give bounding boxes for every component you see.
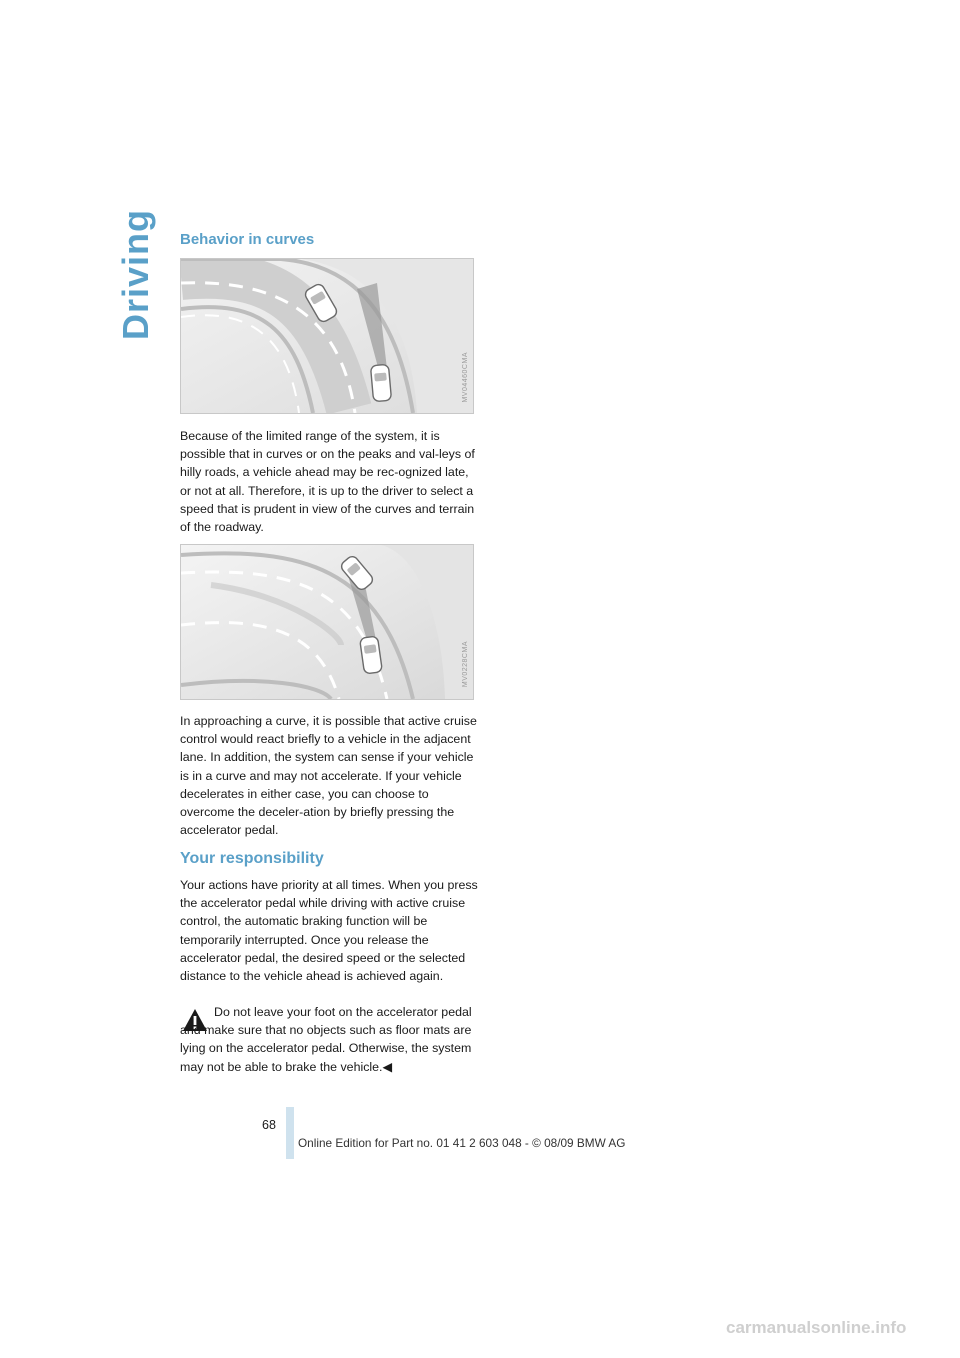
curve-road-diagram-1 [181, 259, 473, 413]
paragraph-curves-range: Because of the limited range of the system, it is possible that in curves or on the peaks and val-leys of hilly roads, a vehicle ahead may be rec-ognized late, or not at all. Therefore, it is up to the driver to select a speed that is prudent in view of the curves and terrain of the roadway. [180, 429, 475, 535]
section-heading-curves: Behavior in curves [180, 231, 315, 248]
watermark-site-name: carmanualsonline.info [726, 1318, 907, 1337]
figure-code-2: MV0228CMA [462, 640, 469, 687]
warning-note-text: Do not leave your foot on the accelerator pedal and make sure that no objects such as floor mats are lying on the accelerator pedal. Otherwise, the system may not be able to brake the vehicle.◀ [180, 1005, 472, 1074]
footer-accent-bar [286, 1107, 294, 1159]
figure-curve-illustration-1 [180, 258, 474, 414]
section-heading-responsibility: Your responsibility [180, 850, 324, 867]
paragraph-responsibility: Your actions have priority at all times. When you press the accelerator pedal while driving with active cruise control, the automatic braking function will be temporarily interrupted. Once you release the accelerator pedal, the desired speed or the selected distance to the vehicle ahead is achieved again. [180, 878, 478, 984]
figure-curve-illustration-2 [180, 544, 474, 700]
paragraph-curves-adjacent-lane: In approaching a curve, it is possible that active cruise control would react briefly to a vehicle in the adjacent lane. In addition, the system can sense if your vehicle is in a curve and may not accelerate. If your vehicle decelerates in either case, you can choose to overcome the deceler-ation by briefly pressing the accelerator pedal. [180, 714, 477, 838]
curve-road-diagram-2 [181, 545, 473, 699]
chapter-side-title: Driving [115, 208, 156, 340]
figure-code-1: MV04460CMA [462, 352, 469, 403]
footer-edition-text: Online Edition for Part no. 01 41 2 603 048 - © 08/09 BMW AG [298, 1136, 626, 1150]
page-number: 68 [262, 1118, 276, 1132]
